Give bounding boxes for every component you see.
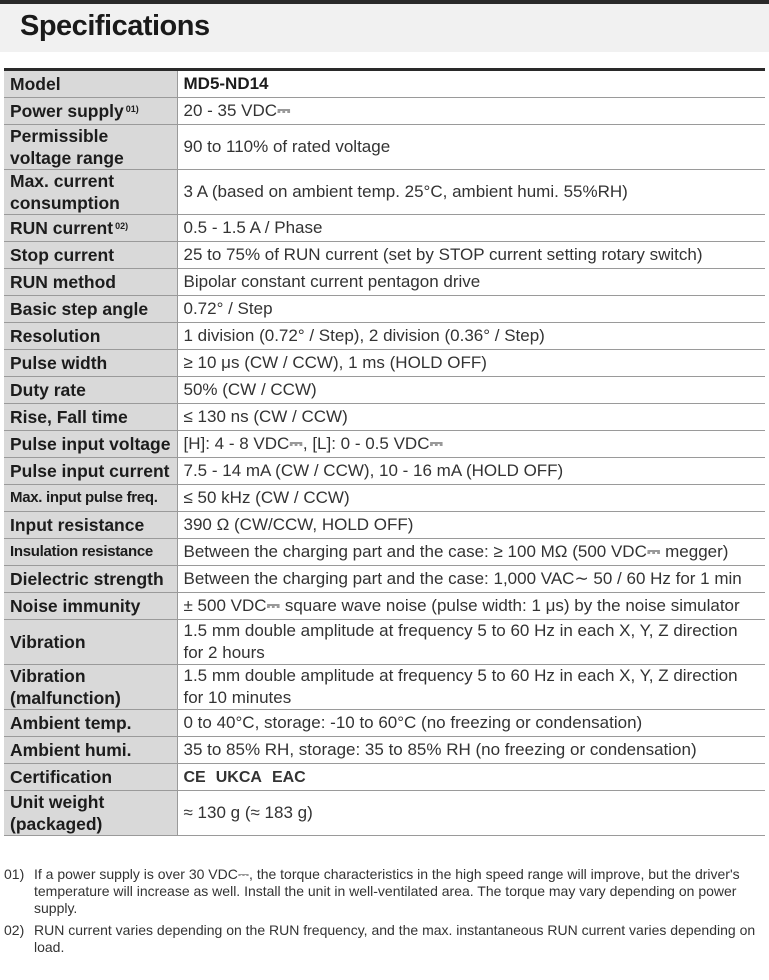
table-row	[4, 242, 765, 269]
spec-value: 25 to 75% of RUN current (set by STOP current setting rotary switch)	[177, 242, 765, 269]
spec-label-text: Rise, Fall time	[10, 407, 128, 427]
spec-value: MD5-ND14	[177, 70, 765, 98]
spec-label-text: RUN current	[10, 218, 114, 238]
certification-mark-icon: UKCA	[215, 768, 262, 786]
spec-label-text: Insulation resistance	[10, 543, 153, 560]
table-row	[4, 269, 765, 296]
spec-label-text: Unit weight (packaged)	[10, 792, 105, 834]
spec-label	[4, 791, 177, 836]
spec-value: ± 500 VDC⎓ square wave noise (pulse width: 1 μs) by the noise simulator	[177, 593, 765, 620]
footnote-text: RUN current varies depending on the RUN frequency, and the max. instantaneous RUN current varies depending on load.	[34, 922, 756, 955]
spec-label-text: Vibration	[10, 632, 86, 652]
table-row	[4, 377, 765, 404]
table-row	[4, 431, 765, 458]
spec-label-text: Max. current consumption	[10, 171, 120, 213]
spec-value: Between the charging part and the case: 1,000 VAC∼ 50 / 60 Hz for 1 min	[177, 566, 765, 593]
spec-value: 1.5 mm double amplitude at frequency 5 to 60 Hz in each X, Y, Z direction for 2 hours	[177, 620, 765, 665]
spec-label	[4, 620, 177, 665]
spec-label-text: Dielectric strength	[10, 569, 164, 589]
spec-value	[177, 764, 765, 791]
table-row	[4, 125, 765, 170]
table-row	[4, 70, 765, 98]
spec-label-text: Pulse width	[10, 353, 108, 373]
spec-value: ≥ 10 μs (CW / CCW), 1 ms (HOLD OFF)	[177, 350, 765, 377]
spec-value: 1.5 mm double amplitude at frequency 5 to 60 Hz in each X, Y, Z direction for 10 minutes	[177, 665, 765, 710]
spec-label	[4, 485, 177, 512]
spec-label	[4, 323, 177, 350]
certification-mark-icon: CE	[183, 768, 206, 786]
spec-label-text: Power supply	[10, 101, 124, 121]
footnote-text: If a power supply is over 30 VDC⎓, the torque characteristics in the high speed range will improve, but the driver's temperature will increase as well. Install the unit in well-ventilated area. The torque may vary depending on power supply.	[34, 866, 740, 916]
footnotes	[4, 866, 765, 961]
table-row	[4, 593, 765, 620]
spec-value: 3 A (based on ambient temp. 25°C, ambient humi. 55%RH)	[177, 170, 765, 215]
spec-value: [H]: 4 - 8 VDC⎓, [L]: 0 - 0.5 VDC⎓	[177, 431, 765, 458]
specifications-table	[4, 68, 765, 836]
table-row	[4, 323, 765, 350]
spec-label-text: Basic step angle	[10, 299, 149, 319]
spec-value: ≤ 50 kHz (CW / CCW)	[177, 485, 765, 512]
spec-value: 1 division (0.72° / Step), 2 division (0.36° / Step)	[177, 323, 765, 350]
spec-label-text: Stop current	[10, 245, 115, 265]
spec-value: 0.5 - 1.5 A / Phase	[177, 215, 765, 242]
footnote-number: 01)	[4, 866, 25, 882]
spec-label-text: Model	[10, 74, 61, 94]
spec-label-text: Ambient humi.	[10, 740, 132, 760]
spec-label	[4, 593, 177, 620]
certification-mark-icon: EAC	[271, 768, 306, 786]
spec-value: Between the charging part and the case: ≥ 100 MΩ (500 VDC⎓ megger)	[177, 539, 765, 566]
spec-label	[4, 431, 177, 458]
spec-value: 50% (CW / CCW)	[177, 377, 765, 404]
spec-label	[4, 125, 177, 170]
spec-label-text: Input resistance	[10, 515, 145, 535]
table-row	[4, 764, 765, 791]
spec-label	[4, 70, 177, 98]
footnote	[4, 922, 765, 956]
spec-label	[4, 512, 177, 539]
spec-label-text: Pulse input voltage	[10, 434, 171, 454]
spec-label-text: Pulse input current	[10, 461, 170, 481]
footnote	[4, 866, 765, 917]
table-row	[4, 737, 765, 764]
spec-label	[4, 296, 177, 323]
spec-label-text: RUN method	[10, 272, 116, 292]
page-title: Specifications	[20, 10, 210, 42]
spec-value: ≤ 130 ns (CW / CCW)	[177, 404, 765, 431]
table-row	[4, 170, 765, 215]
table-row	[4, 710, 765, 737]
table-row	[4, 404, 765, 431]
spec-label	[4, 98, 177, 125]
spec-label	[4, 170, 177, 215]
table-row	[4, 512, 765, 539]
table-row	[4, 296, 765, 323]
spec-value: 7.5 - 14 mA (CW / CCW), 10 - 16 mA (HOLD OFF)	[177, 458, 765, 485]
certification-marks	[184, 767, 306, 789]
spec-label	[4, 737, 177, 764]
spec-label-text: Resolution	[10, 326, 101, 346]
spec-label	[4, 458, 177, 485]
spec-value: 0 to 40°C, storage: -10 to 60°C (no freezing or condensation)	[177, 710, 765, 737]
spec-label-text: Certification	[10, 767, 113, 787]
spec-label	[4, 764, 177, 791]
spec-value: 20 - 35 VDC⎓	[177, 98, 765, 125]
section-header-bar	[0, 0, 769, 52]
spec-value: 90 to 110% of rated voltage	[177, 125, 765, 170]
table-row	[4, 620, 765, 665]
spec-label-text: Vibration (malfunction)	[10, 666, 121, 708]
footnote-ref: 01)	[125, 104, 139, 114]
spec-label	[4, 539, 177, 566]
spec-value: 0.72° / Step	[177, 296, 765, 323]
table-row	[4, 98, 765, 125]
spec-label-text: Duty rate	[10, 380, 86, 400]
spec-value: ≈ 130 g (≈ 183 g)	[177, 791, 765, 836]
spec-label	[4, 269, 177, 296]
spec-label	[4, 710, 177, 737]
table-row	[4, 566, 765, 593]
table-row	[4, 665, 765, 710]
spec-label	[4, 350, 177, 377]
spec-label-text: Permissible voltage range	[10, 126, 124, 168]
table-row	[4, 350, 765, 377]
spec-label	[4, 404, 177, 431]
spec-label	[4, 665, 177, 710]
footnote-ref: 02)	[115, 221, 129, 231]
spec-label	[4, 566, 177, 593]
spec-label-text: Ambient temp.	[10, 713, 132, 733]
spec-value: 390 Ω (CW/CCW, HOLD OFF)	[177, 512, 765, 539]
spec-value: 35 to 85% RH, storage: 35 to 85% RH (no freezing or condensation)	[177, 737, 765, 764]
spec-label	[4, 377, 177, 404]
spec-label-text: Max. input pulse freq.	[10, 489, 158, 506]
table-row	[4, 539, 765, 566]
footnote-number: 02)	[4, 922, 25, 938]
spec-label	[4, 215, 177, 242]
table-row	[4, 458, 765, 485]
spec-label	[4, 242, 177, 269]
table-row	[4, 791, 765, 836]
spec-label-text: Noise immunity	[10, 596, 141, 616]
specifications-table-body	[4, 70, 765, 836]
spec-value: Bipolar constant current pentagon drive	[177, 269, 765, 296]
table-row	[4, 485, 765, 512]
table-row	[4, 215, 765, 242]
